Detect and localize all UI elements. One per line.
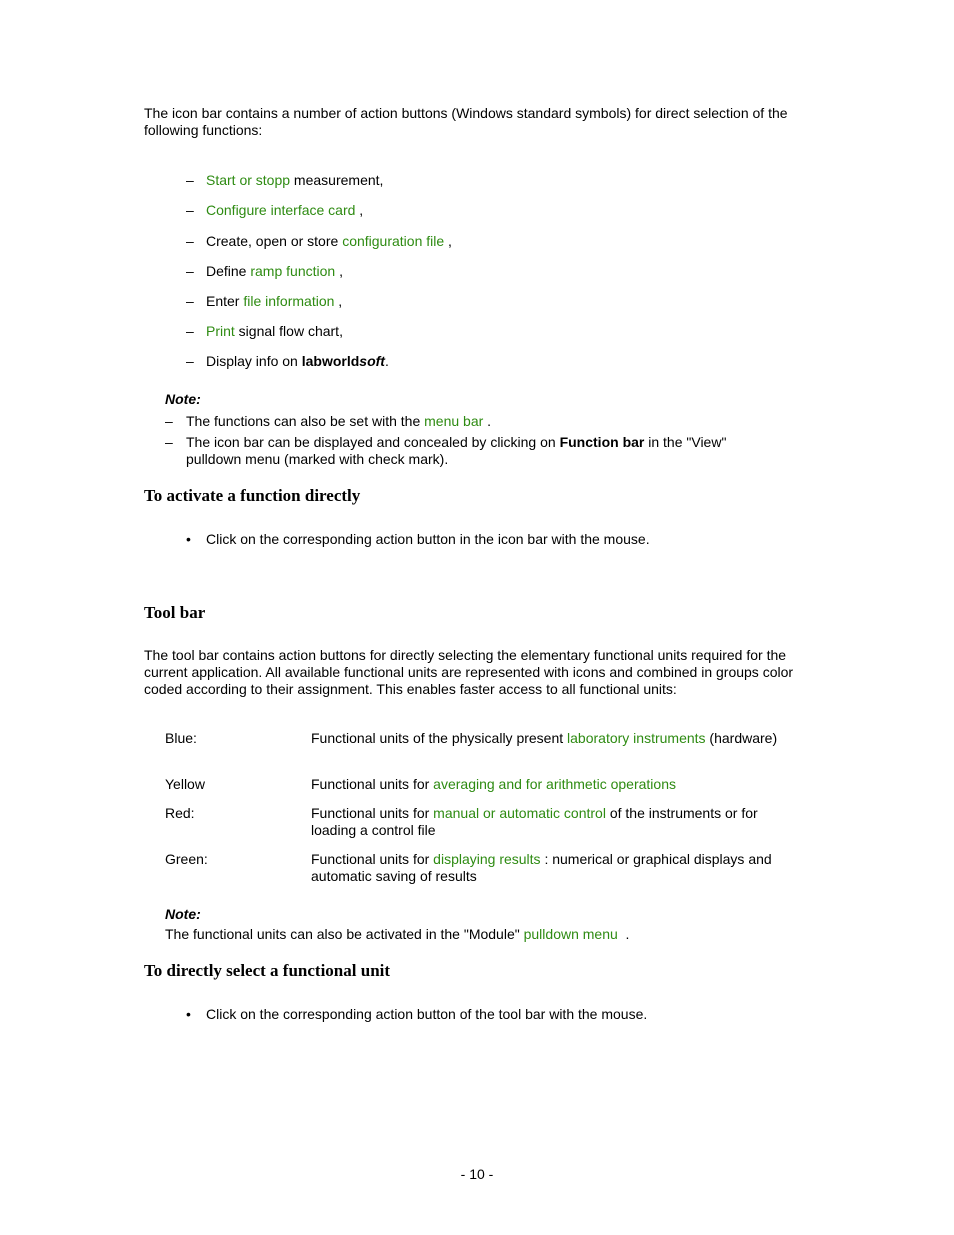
group-desc-green: Functional units for displaying results : numerical or graphical displays and automatic saving of results [311, 851, 772, 884]
group-desc-blue: Functional units of the physically present laboratory instruments (hardware) [311, 730, 778, 746]
tool-bar-paragraph: The tool bar contains action buttons for directly selecting the elementary functional units required for the current application. All available functional units are represented with icons and combined in groups color coded according to their assignment. This enables faster access to all functional units: [144, 647, 794, 697]
bullet: • [186, 531, 191, 547]
section-heading-tool-bar: Tool bar [144, 603, 206, 622]
group-term-green: Green: [165, 851, 208, 867]
manual-automatic-control-link[interactable]: manual or automatic control [433, 805, 606, 821]
section-heading-select: To directly select a functional unit [144, 961, 391, 980]
list-dash: – [186, 263, 194, 279]
laboratory-instruments-link[interactable]: laboratory instruments [567, 730, 706, 746]
configure-interface-card-link[interactable]: Configure interface card [206, 202, 356, 218]
averaging-arithmetic-link[interactable]: averaging and for arithmetic operations [433, 776, 676, 792]
group-desc-red: Functional units for manual or automatic control of the instruments or for loading a control file [311, 805, 758, 838]
group-desc-yellow: Functional units for averaging and for arithmetic operations [311, 776, 676, 792]
file-information-link[interactable]: file information [243, 293, 335, 309]
list-dash: – [186, 172, 194, 188]
page-number: - 10 - [460, 1166, 494, 1182]
note-label: Note: [165, 391, 201, 407]
group-term-red: Red: [165, 805, 195, 821]
activate-instruction: Click on the corresponding action button in the icon bar with the mouse. [206, 531, 650, 547]
list-dash: – [165, 413, 173, 429]
menu-bar-link[interactable]: menu bar [424, 413, 484, 429]
list-dash: – [186, 233, 194, 249]
section-heading-activate: To activate a function directly [144, 486, 361, 505]
group-term-blue: Blue: [165, 730, 197, 746]
list-dash: – [186, 353, 194, 369]
select-instruction: Click on the corresponding action button of the tool bar with the mouse. [206, 1006, 648, 1022]
print-link[interactable]: Print [206, 323, 235, 339]
configuration-file-link[interactable]: configuration file [342, 233, 445, 249]
note-module-menu: The functional units can also be activated in the "Module" pulldown menu . [165, 926, 630, 942]
intro-paragraph: The icon bar contains a number of action buttons (Windows standard symbols) for direct selection of the following functions: [144, 105, 788, 138]
bullet: • [186, 1006, 191, 1022]
group-term-yellow: Yellow [165, 776, 205, 792]
note-label: Note: [165, 906, 201, 922]
note-item-function-bar: The icon bar can be displayed and concealed by clicking on Function bar in the "View" pulldown menu (marked with check mark). [186, 434, 727, 467]
pulldown-menu-link[interactable]: pulldown menu [523, 926, 618, 942]
start-stop-link[interactable]: Start or stopp [206, 172, 291, 188]
ramp-function-link[interactable]: ramp function [250, 263, 336, 279]
list-dash: – [186, 202, 194, 218]
list-dash: – [186, 323, 194, 339]
list-dash: – [186, 293, 194, 309]
brand-name: labworldsoft [301, 353, 385, 369]
note-item-menu-bar: The functions can also be set with the menu bar . [186, 413, 492, 429]
displaying-results-link[interactable]: displaying results [433, 851, 541, 867]
list-dash: – [165, 434, 173, 450]
